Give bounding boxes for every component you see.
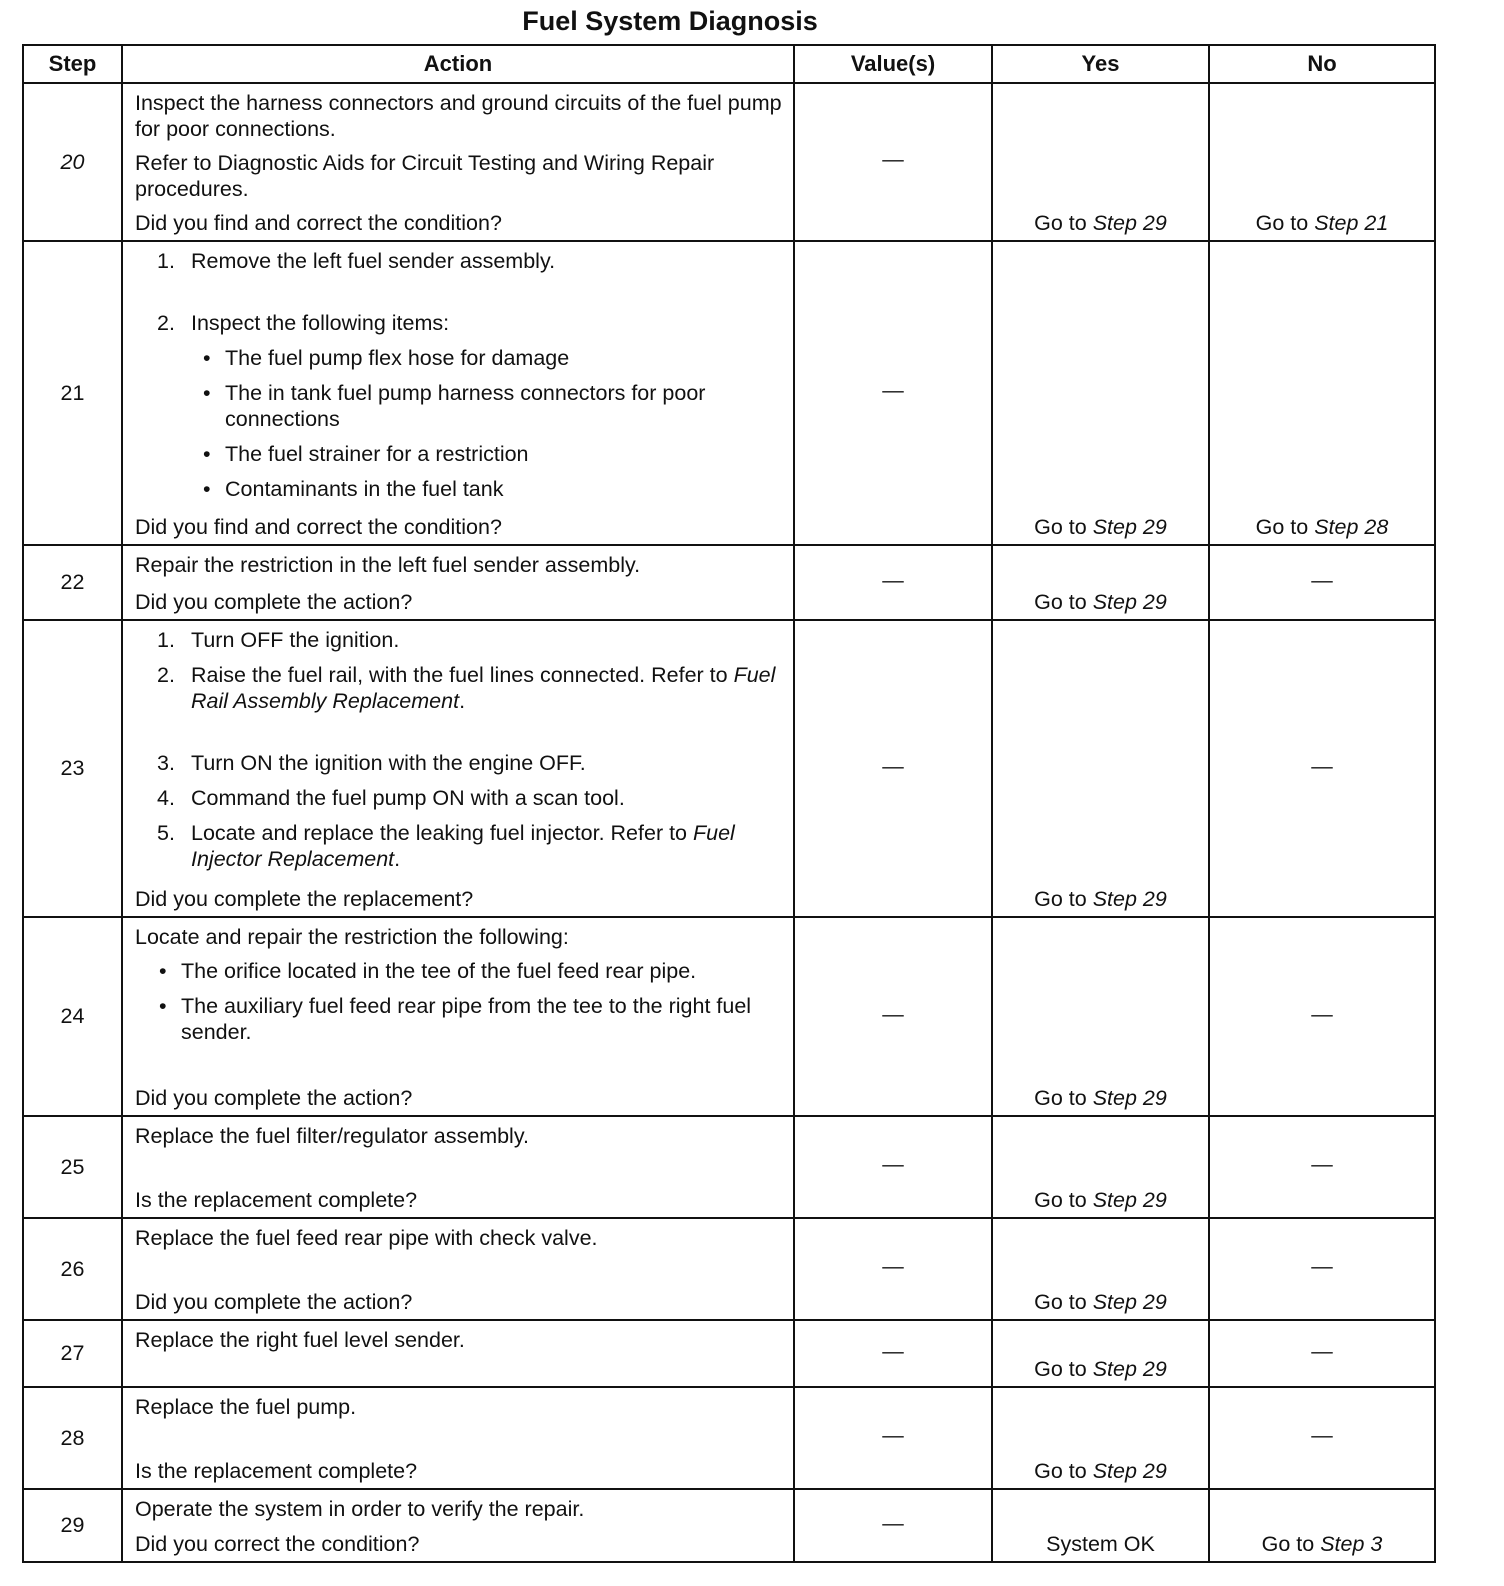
action-text	[135, 552, 783, 578]
table-row	[23, 620, 1435, 917]
action-line-text	[135, 553, 640, 577]
table-row	[23, 917, 1435, 1116]
header-value: Value(s)	[794, 45, 992, 83]
action-line-text	[191, 662, 783, 714]
text-segment: Replace the fuel filter/regulator assembly.	[135, 1124, 529, 1148]
action-cell	[122, 1320, 794, 1387]
value-dash: —	[882, 567, 904, 592]
step-number: 27	[23, 1320, 122, 1387]
text-segment: The in tank fuel pump harness connectors for poor connections	[225, 381, 706, 431]
no-cell	[1209, 83, 1435, 241]
action-line-text	[135, 1497, 584, 1521]
step-number-label: 1.	[157, 628, 175, 652]
no-action-dash: —	[1311, 1338, 1333, 1363]
action-cell	[122, 545, 794, 620]
text-segment: Refer to Diagnostic Aids for Circuit Testing and Wiring Repair procedures.	[135, 151, 715, 201]
value-dash: —	[882, 1152, 904, 1176]
value-cell	[794, 1218, 992, 1320]
action-line-text	[135, 1226, 598, 1250]
step-number: 25	[23, 1116, 122, 1218]
action-line-text	[225, 441, 529, 467]
action-line-text	[181, 993, 783, 1045]
table-row	[23, 241, 1435, 545]
yes-action-step-link: Step 29	[1092, 887, 1167, 911]
step-number-label: 2.	[157, 311, 175, 335]
numbered-step	[135, 310, 783, 336]
no-cell	[1209, 1387, 1435, 1489]
table-row	[23, 1218, 1435, 1320]
question-text: Did you correct the condition?	[135, 1532, 420, 1556]
yes-action-prefix: Go to	[1034, 590, 1093, 614]
question-text: Is the replacement complete?	[135, 1459, 418, 1483]
bullet-icon: •	[203, 442, 211, 466]
yes-cell	[992, 1320, 1209, 1387]
yes-action	[1034, 515, 1167, 540]
text-segment: Raise the fuel rail, with the fuel lines connected. Refer to	[191, 663, 734, 687]
action-cell	[122, 1116, 794, 1218]
action-line-text	[135, 1328, 465, 1352]
header-no: No	[1209, 45, 1435, 83]
bullet-icon: •	[203, 346, 211, 370]
step-number: 22	[23, 545, 122, 620]
no-cell	[1209, 1116, 1435, 1218]
page-title: Fuel System Diagnosis	[522, 6, 818, 36]
bullet-item	[135, 958, 783, 984]
numbered-step	[135, 785, 783, 811]
table-header-row	[23, 45, 1435, 83]
text-segment: Turn ON the ignition with the engine OFF.	[191, 751, 586, 775]
yes-cell	[992, 1387, 1209, 1489]
yes-action	[1034, 1290, 1167, 1315]
text-segment: Command the fuel pump ON with a scan tool.	[191, 786, 625, 810]
yes-cell	[992, 620, 1209, 917]
step-number: 24	[23, 917, 122, 1116]
bullet-icon: •	[203, 381, 211, 405]
reference-link: Fuel Rail Assembly Replacement	[191, 663, 776, 713]
bullet-item	[135, 345, 783, 371]
no-cell	[1209, 1218, 1435, 1320]
no-action-prefix: Go to	[1255, 211, 1315, 235]
yes-action	[1034, 887, 1167, 912]
value-cell	[794, 917, 992, 1116]
text-segment: Inspect the harness connectors and ground circuits of the fuel pump for poor connections.	[135, 91, 782, 141]
no-cell	[1209, 1489, 1435, 1562]
numbered-step	[135, 750, 783, 776]
table-row	[23, 1489, 1435, 1562]
text-segment: Locate and replace the leaking fuel injector. Refer to	[191, 821, 693, 845]
value-cell	[794, 620, 992, 917]
no-action	[1256, 515, 1389, 540]
yes-action-prefix: Go to	[1034, 1459, 1093, 1483]
yes-action-prefix: System OK	[1046, 1532, 1155, 1556]
no-cell	[1209, 620, 1435, 917]
value-cell	[794, 1320, 992, 1387]
text-segment: Locate and repair the restriction the following:	[135, 925, 569, 949]
text-segment: Replace the fuel pump.	[135, 1395, 357, 1419]
yes-cell	[992, 83, 1209, 241]
yes-action	[1046, 1532, 1155, 1557]
yes-action	[1034, 1086, 1167, 1111]
no-cell	[1209, 545, 1435, 620]
numbered-step	[135, 662, 783, 714]
text-segment: Repair the restriction in the left fuel sender assembly.	[135, 553, 641, 577]
diagnosis-table	[22, 44, 1436, 1563]
yes-cell	[992, 545, 1209, 620]
action-cell	[122, 620, 794, 917]
value-dash: —	[882, 1338, 904, 1363]
action-line-text	[135, 1124, 529, 1148]
yes-action-prefix: Go to	[1034, 1188, 1093, 1212]
header-step: Step	[23, 45, 122, 83]
text-segment: Operate the system in order to verify the repair.	[135, 1497, 585, 1521]
value-dash: —	[882, 753, 904, 778]
yes-action-step-link: Step 29	[1092, 1290, 1167, 1314]
value-cell	[794, 83, 992, 241]
yes-cell	[992, 1489, 1209, 1562]
action-line-text	[225, 380, 783, 432]
value-cell	[794, 1387, 992, 1489]
yes-action-prefix: Go to	[1034, 1357, 1093, 1381]
table-row	[23, 1320, 1435, 1387]
value-cell	[794, 545, 992, 620]
value-cell	[794, 241, 992, 545]
value-dash: —	[882, 1254, 904, 1278]
question-text: Did you complete the action?	[135, 590, 413, 614]
no-action-dash: —	[1311, 1423, 1333, 1447]
no-action-dash: —	[1311, 1254, 1333, 1278]
text-segment: Inspect the following items:	[191, 311, 450, 335]
yes-action-prefix: Go to	[1034, 887, 1093, 911]
step-number-label: 5.	[157, 821, 175, 845]
yes-action-step-link: Step 29	[1092, 590, 1167, 614]
bullet-icon: •	[159, 959, 167, 983]
yes-action-step-link: Step 29	[1092, 1357, 1167, 1381]
action-line-text	[191, 310, 449, 336]
numbered-step	[135, 248, 783, 274]
no-action-prefix: Go to	[1255, 515, 1315, 539]
bullet-item	[135, 476, 783, 502]
question-text: Did you find and correct the condition?	[135, 515, 502, 539]
action-text	[135, 1327, 783, 1353]
bullet-item	[135, 380, 783, 432]
action-line-text	[225, 476, 503, 502]
text-segment: The orifice located in the tee of the fuel feed rear pipe.	[181, 959, 697, 983]
bullet-icon: •	[159, 994, 167, 1018]
step-number: 21	[23, 241, 122, 545]
step-number-label: 4.	[157, 786, 175, 810]
action-text	[135, 90, 783, 142]
text-segment: .	[394, 847, 401, 871]
action-line-text	[181, 958, 696, 984]
no-action	[1256, 211, 1389, 236]
step-number: 26	[23, 1218, 122, 1320]
no-action-step-link: Step 28	[1314, 515, 1389, 539]
question-text: Did you complete the replacement?	[135, 887, 474, 911]
step-number-label: 3.	[157, 751, 175, 775]
yes-action-prefix: Go to	[1034, 1086, 1093, 1110]
step-number-label: 2.	[157, 663, 175, 687]
bullet-item	[135, 993, 783, 1045]
action-line-text	[135, 91, 782, 141]
action-line-text	[135, 1395, 356, 1419]
value-dash: —	[882, 147, 904, 171]
question-text: Did you complete the action?	[135, 1290, 413, 1314]
no-action-step-link: Step 3	[1320, 1532, 1383, 1556]
value-dash: —	[882, 378, 904, 402]
no-action-prefix: Go to	[1261, 1532, 1321, 1556]
no-action-dash: —	[1311, 567, 1333, 592]
text-segment: Turn OFF the ignition.	[191, 628, 400, 652]
action-line-text	[191, 248, 555, 274]
no-cell	[1209, 917, 1435, 1116]
question-text: Did you find and correct the condition?	[135, 211, 502, 235]
yes-action	[1034, 1459, 1167, 1484]
action-line-text	[135, 925, 569, 949]
table-row	[23, 1116, 1435, 1218]
step-number: 28	[23, 1387, 122, 1489]
yes-action-step-link: Step 29	[1092, 1188, 1167, 1212]
action-cell	[122, 1387, 794, 1489]
yes-action-prefix: Go to	[1034, 1290, 1093, 1314]
step-number: 20	[23, 83, 122, 241]
action-text	[135, 924, 783, 950]
action-cell	[122, 241, 794, 545]
question-text: Did you complete the action?	[135, 1086, 413, 1110]
text-segment: The fuel pump flex hose for damage	[225, 346, 570, 370]
action-text	[135, 1394, 783, 1420]
header-yes: Yes	[992, 45, 1209, 83]
no-cell	[1209, 1320, 1435, 1387]
action-text	[135, 1496, 783, 1522]
yes-cell	[992, 1116, 1209, 1218]
yes-action	[1034, 1357, 1167, 1382]
action-line-text	[191, 785, 625, 811]
action-line-text	[135, 151, 714, 201]
bullet-icon: •	[203, 477, 211, 501]
text-segment: Remove the left fuel sender assembly.	[191, 249, 556, 273]
step-number-label: 1.	[157, 249, 175, 273]
action-line-text	[191, 750, 586, 776]
bullet-item	[135, 441, 783, 467]
yes-action-step-link: Step 29	[1092, 211, 1167, 235]
table-row	[23, 1387, 1435, 1489]
yes-cell	[992, 241, 1209, 545]
reference-link: Fuel Injector Replacement	[191, 821, 735, 871]
no-action-step-link: Step 21	[1314, 211, 1389, 235]
text-segment: Contaminants in the fuel tank	[225, 477, 504, 501]
text-segment: Replace the right fuel level sender.	[135, 1328, 465, 1352]
table-row	[23, 545, 1435, 620]
no-action-dash: —	[1311, 753, 1333, 778]
text-segment: .	[459, 689, 466, 713]
yes-action	[1034, 1188, 1167, 1213]
action-text	[135, 1123, 783, 1149]
action-cell	[122, 1489, 794, 1562]
value-cell	[794, 1116, 992, 1218]
action-cell	[122, 83, 794, 241]
header-action: Action	[122, 45, 794, 83]
yes-action-prefix: Go to	[1034, 211, 1093, 235]
yes-action-step-link: Step 29	[1092, 515, 1167, 539]
action-text	[135, 1225, 783, 1251]
yes-action-step-link: Step 29	[1092, 1086, 1167, 1110]
table-row	[23, 83, 1435, 241]
no-action-dash: —	[1311, 1001, 1333, 1026]
yes-action-prefix: Go to	[1034, 515, 1093, 539]
value-dash: —	[882, 1001, 904, 1026]
numbered-step	[135, 820, 783, 872]
question-text: Is the replacement complete?	[135, 1188, 418, 1212]
action-line-text	[225, 345, 569, 371]
yes-cell	[992, 1218, 1209, 1320]
no-cell	[1209, 241, 1435, 545]
yes-action	[1034, 211, 1167, 236]
value-cell	[794, 1489, 992, 1562]
action-text	[135, 150, 783, 202]
action-cell	[122, 1218, 794, 1320]
text-segment: The auxiliary fuel feed rear pipe from the tee to the right fuel sender.	[181, 994, 752, 1044]
yes-action	[1034, 590, 1167, 615]
numbered-step	[135, 627, 783, 653]
yes-cell	[992, 917, 1209, 1116]
value-dash: —	[882, 1423, 904, 1447]
step-number: 23	[23, 620, 122, 917]
step-number: 29	[23, 1489, 122, 1562]
action-cell	[122, 917, 794, 1116]
no-action-dash: —	[1311, 1152, 1333, 1176]
no-action	[1262, 1532, 1383, 1557]
yes-action-step-link: Step 29	[1092, 1459, 1167, 1483]
text-segment: The fuel strainer for a restriction	[225, 442, 529, 466]
text-segment: Replace the fuel feed rear pipe with check valve.	[135, 1226, 598, 1250]
action-line-text	[191, 627, 399, 653]
value-dash: —	[882, 1510, 904, 1535]
action-line-text	[191, 820, 783, 872]
